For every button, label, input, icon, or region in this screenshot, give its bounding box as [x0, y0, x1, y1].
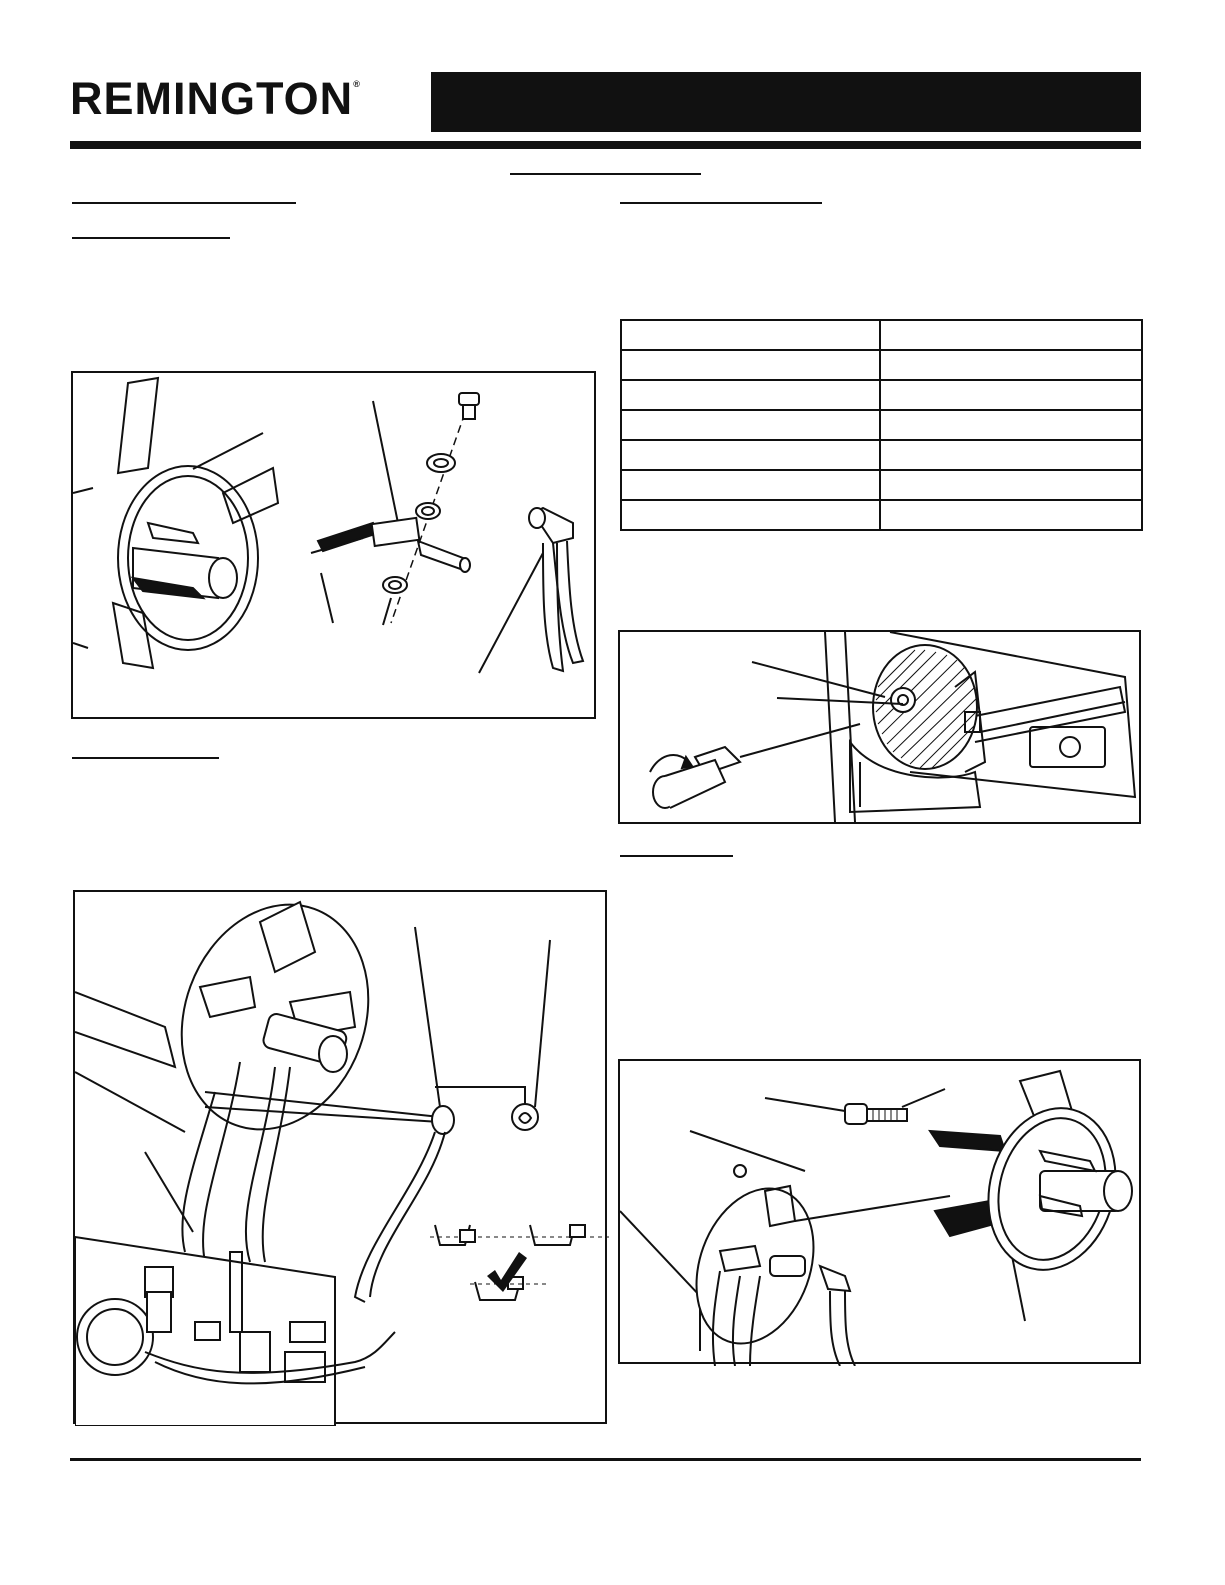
left-subheading-rule	[72, 237, 230, 239]
table-cell	[621, 320, 880, 350]
figure-nozzle-removal	[618, 1059, 1141, 1364]
table-row	[621, 470, 1142, 500]
table-cell	[621, 470, 880, 500]
table-cell	[621, 500, 880, 530]
table-cell	[880, 410, 1142, 440]
burner-and-spark-plug-icon	[73, 373, 598, 721]
table-cell	[880, 500, 1142, 530]
table-cell	[621, 440, 880, 470]
burner-head-nozzle-removal-icon	[620, 1061, 1143, 1366]
table-row	[621, 380, 1142, 410]
table-cell	[621, 380, 880, 410]
table-cell	[880, 320, 1142, 350]
table-row	[621, 350, 1142, 380]
table-cell	[880, 440, 1142, 470]
table-row	[621, 440, 1142, 470]
left-subheading-2-rule	[72, 757, 219, 759]
left-heading-rule	[72, 202, 296, 204]
footer-rule	[70, 1458, 1141, 1461]
section-title-rule	[510, 173, 701, 175]
header-bar	[431, 72, 1141, 132]
right-heading-rule	[620, 202, 822, 204]
table-cell	[880, 380, 1142, 410]
table-cell	[621, 410, 880, 440]
table-cell	[621, 350, 880, 380]
header-rule	[70, 141, 1141, 149]
heater-fan-guard-screwdriver-icon	[620, 632, 1143, 826]
table-cell	[880, 470, 1142, 500]
table-cell	[880, 350, 1142, 380]
figure-burner-spark-plug	[71, 371, 596, 719]
brand-logo: REMINGTON®	[70, 73, 361, 124]
figure-fan-guard-screwdriver	[618, 630, 1141, 824]
right-subheading-rule	[620, 855, 733, 857]
table-row	[621, 410, 1142, 440]
spec-table	[620, 319, 1143, 531]
heater-wiring-circuit-board-icon	[75, 892, 609, 1426]
table-row	[621, 320, 1142, 350]
table-row	[621, 500, 1142, 530]
figure-wiring-circuit-board	[73, 890, 607, 1424]
